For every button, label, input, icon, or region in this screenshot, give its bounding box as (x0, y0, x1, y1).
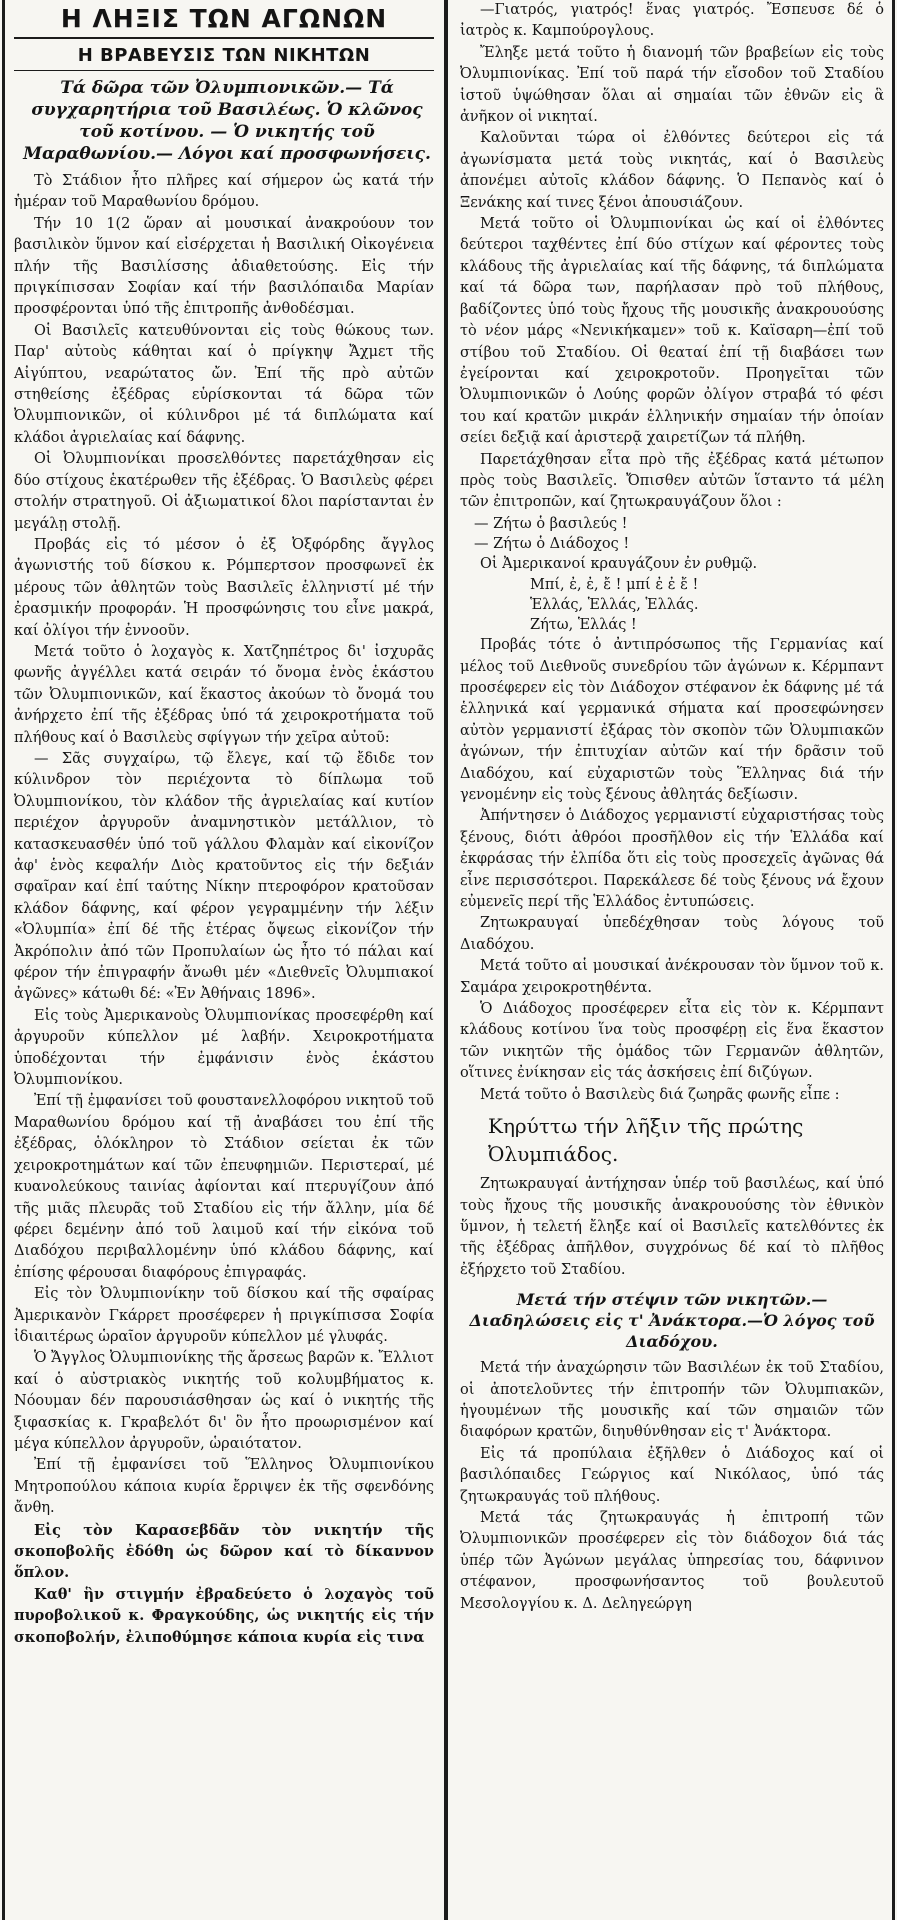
paragraph: —Γιατρός, γιατρός! ἕνας γιατρός. Ἔσπευσε δέ ὁ ἰατρὸς κ. Καμπούρογλους. (460, 2, 884, 40)
proclamation: Κηρύττω τήν λῆξιν τῆς πρώτης Ὀλυμπιάδος. (488, 1114, 804, 1167)
paragraph: Ὁ Διάδοχος προσέφερεν εἶτα εἰς τὸν κ. Κέρμπαντ κλάδους κοτίνου ἵνα τοὺς προσφέρῃ εἰς ἕνα ἕκαστον τῶν νικητῶν τῆς ὁμάδος τῶν Γερμανῶν ἀθλητῶν, οἵτινες ἐνίκησαν εἰς τάς ἀσκήσεις ἐπί διζύγων. (460, 1001, 884, 1082)
paragraph: Μετά τάς ζητωκραυγάς ἡ ἐπιτροπή τῶν Ὀλυμπιονικῶν προσέφερεν εἰς τὸν διάδοχον διά τάς ὑπέρ τῶν Ἀγώνων μεγάλας ὑπηρεσίας του, δάφνινον στέφανον, προσφωνήσαντος τοῦ βουλευτοῦ Μεσολογγίου κ. Δ. Δεληγεώργη (460, 1509, 884, 1612)
paragraph: Ἀπήντησεν ὁ Διάδοχος γερμανιστί εὐχαριστήσας τοὺς ξένους, διότι ἀθρόοι προσῆλθον εἰς τήν Ἑλλάδα καί ἐκφράσας τήν ἐλπίδα ὅτι εἰς τοὺς προσεχεῖς ἀγῶνας θά εἶνε περισσότεροι. Παρεκάλεσε δέ τοὺς ξένους νά ἔχουν εὐμενεῖς περί τῆς Ἑλλάδος ἐντυπώσεις. (460, 808, 884, 911)
paragraph: Προβάς τότε ὁ ἀντιπρόσωπος τῆς Γερμανίας καί μέλος τοῦ Διεθνοῦς συνεδρίου τῶν ἀγώνων κ. Κέρμπαντ προσέφερεν εἰς τὸν Διάδοχον στέφανον ἐκ δάφνης μέ τά ἑλληνικά καί γερμανικά σήματα καί προσεφώνησεν αὐτὸν γερμανιστί ἐξάρας τὸν σκοπὸν τῶν Ὀλυμπιακῶν ἀγώνων, τήν ἐπιτυχίαν αὐτῶν καί τήν δρᾶσιν τοῦ Διαδόχου, καί εὐχαριστῶν τοὺς Ἕλληνας διά τήν γενομένην εἰς τοὺς ξένους ἀθλητάς δεξίωσιν. (460, 637, 884, 803)
article-deck: Τά δῶρα τῶν Ὀλυμπιονικῶν.— Τά συγχαρητήρια τοῦ Βασιλέως. Ὁ κλῶνος τοῦ κοτίνου. — Ὁ νικητής τοῦ Μαραθωνίου.— Λόγοι καί προσφωνήσεις. (23, 78, 431, 164)
paragraph: Τήν 10 1(2 ὥραν αἱ μουσικαί ἀνακρούουν τον βασιλικὸν ὕμνον καί εἰσέρχεται ἡ Βασιλική Οἰκογένεια πλήν τῆς Βασιλίσσης ἀδιαθετούσης. Εἰς τήν πριγκίπισσαν Σοφίαν καί τήν βασιλόπαιδα Μαρίαν προσφέρονται ὑπό τῆς ἐπιτροπῆς ἀνθοδέσμαι. (14, 215, 434, 318)
cheer-line: — Ζήτω ὁ βασιλεύς ! (474, 515, 628, 532)
paragraph: Ζητωκραυγαί ἀντήχησαν ὑπέρ τοῦ βασιλέως, καί ὑπό τοὺς ἤχους τῆς μουσικῆς ἀνακρουούσης τὸν ἐθνικὸν ὕμνον, ἡ τελετή ἔληξε καί οἱ Βασιλεῖς κατελθόντες ἐκ τῆς ἐξέδρας ἀπῆλθον, συγχρόνως δέ καί τὸ πλῆθος ἐξήρχετο τοῦ Σταδίου. (460, 1176, 884, 1278)
paragraph: Καθ' ἣν στιγμήν ἐβραδεύετο ὁ λοχαγὸς τοῦ πυροβολικοῦ κ. Φραγκούδης, ὡς νικητής εἰς τήν σκοποβολήν, ἐλιποθύμησε κάποια κυρία εἰς τινα (14, 1585, 434, 1646)
paragraph: Εἰς τὸν Ὀλυμπιονίκην τοῦ δίσκου καί τῆς σφαίρας Ἀμερικανὸν Γκάρρετ προσέφερεν ἡ πριγκίπισσα Σοφία ἰδιαιτέρως ὡραῖον ἀργυροῦν κύπελλον μέ γλυφάς. (14, 1286, 434, 1345)
subheadline: Η ΒΡΑΒΕΥΣΙΣ ΤΩΝ ΝΙΚΗΤΩΝ (14, 45, 434, 71)
paragraph: Εἰς τοὺς Ἀμερικανοὺς Ὀλυμπιονίκας προσεφέρθη καί ἀργυροῦν κύπελλον μέ λαβήν. Χειροκροτήματα ὑποδέχονται τήν ἐμφάνισιν ἑνὸς ἑκάστου Ὀλυμπιονίκου. (14, 1007, 434, 1089)
chant-line: Ζήτω, Ἑλλάς ! (530, 617, 637, 634)
chant-line: Ἑλλάς, Ἑλλάς, Ἑλλάς. (530, 597, 699, 614)
paragraph: Οἱ Βασιλεῖς κατευθύνονται εἰς τοὺς θώκους των. Παρ' αὐτοὺς κάθηται καί ὁ πρίγκηψ Ἄχμετ τῆς Αἰγύπτου, νεαρώτατος ὤν. Ἐπί τῆς πρὸ αὐτῶν στηθείσης ἐξέδρας εὑρίσκονται τά δῶρα τῶν Ὀλυμπιονικῶν, οἱ κύλινδροι μέ τά διπλώματα καί κλάδοι ἀγριελαίας καί δάφνης. (14, 322, 434, 446)
paragraph: Μετά τοῦτο ὁ Βασιλεὺς διά ζωηρᾶς φωνῆς εἶπε : (480, 1086, 840, 1103)
paragraph: Ἐπί τῇ ἐμφανίσει τοῦ Ἕλληνος Ὀλυμπιονίκου Μητροπούλου κάποια κυρία ἔρριψεν ἐκ τῆς σφενδόνης ἄνθη. (14, 1457, 434, 1517)
paragraph: Εἰς τά προπύλαια ἐξῆλθεν ὁ Διάδοχος καί οἱ βασιλόπαιδες Γεώργιος καί Νικόλαος, ὑπό τάς ζητωκραυγάς τοῦ πλήθους. (460, 1445, 884, 1505)
paragraph: Καλοῦνται τώρα οἱ ἐλθόντες δεύτεροι εἰς τά ἀγωνίσματα μετά τοὺς νικητάς, καί ὁ Βασιλεὺς ἀπονέμει αὐτοῖς κλάδον δάφνης. Ὁ Πεπανὸς καί ὁ Ξενάκης καί τινες ξένοι ἀπουσιάζουν. (460, 130, 884, 211)
paragraph: Ὁ Ἄγγλος Ὀλυμπιονίκης τῆς ἄρσεως βαρῶν κ. Ἔλλιοτ καί ὁ αὐστριακὸς νικητής τοῦ κολυμβήματος κ. Νόουμαν δέν παρουσιάσθησαν ὡς καί ὁ νικητής τῆς ξιφασκίας κ. Γκραβελότ δι' ὃν ἦτο προωρισμένον καί μέγα κύπελλον ἀργυροῦν, ὡραιότατον. (14, 1350, 434, 1452)
left-column (8, 0, 440, 1920)
headline: Η ΛΗΞΙΣ ΤΩΝ ΑΓΩΝΩΝ (14, 4, 434, 39)
column-rule (892, 0, 895, 1920)
paragraph: Παρετάχθησαν εἶτα πρὸ τῆς ἐξέδρας κατά μέτωπον πρὸς τοὺς Βασιλεῖς. Ὄπισθεν αὐτῶν ἵσταντο τά μέλη τῶν ἐπιτροπῶν, καί ζητωκραυγάζουν ὅλοι : (460, 451, 884, 511)
paragraph: Οἱ Ὀλυμπιονίκαι προσελθόντες παρετάχθησαν εἰς δύο στίχους ἑκατέρωθεν τῆς ἐξέδρας. Ὁ Βασιλεὺς φέρει στολήν στρατηγοῦ. Οἱ ἀξιωματικοί δλοι παρίστανται ἐν μεγάλῃ στολῇ. (14, 451, 434, 532)
column-rule (444, 0, 448, 1920)
paragraph: Ζητωκραυγαί ὑπεδέχθησαν τοὺς λόγους τοῦ Διαδόχου. (460, 915, 884, 953)
paragraph: Μετά τήν ἀναχώρησιν τῶν Βασιλέων ἐκ τοῦ Σταδίου, οἱ ἀποτελοῦντες τήν ἐπιτροπήν τῶν Ὀλυμπιακῶν, ἡγουμένων τῆς μουσικῆς καί τῶν σημαιῶν τῶν διαφόρων κρατῶν, διηυθύνθησαν εἰς τ' Ἀνάκτορα. (460, 1360, 884, 1441)
chant-line: Μπί, ἐ, ἐ, ἔ ! μπί ἐ ἐ ἔ ! (530, 577, 699, 594)
paragraph: Ἐπί τῇ ἐμφανίσει τοῦ φουστανελλοφόρου νικητοῦ τοῦ Μαραθωνίου δρόμου καί τῇ ἀναβάσει του ἐπί τῆς ἐξέδρας, ὁλόκληρον τὸ Στάδιον σείεται ἐκ τῶν χειροκροτημάτων καί τῶν ἐπευφημιῶν. Περιστεραί, μέ κυανολεύκους ταινίας ἀφίονται καί πτερυγίζουν ἀπό τῆς μιᾶς πλευρᾶς τοῦ Σταδίου εἰς τήν ἄλλην, μία δέ φέρει δεμένην ἀπό τοῦ λαιμοῦ καί τήν εἰκόνα τοῦ Διαδόχου περιβαλλομένην ὑπό κλάδου δάφνης, καί ἐπίσης φέρουσαι διαφόρους ἐπιγραφάς. (14, 1093, 434, 1281)
paragraph: — Σᾶς συγχαίρω, τῷ ἔλεγε, καί τῷ ἔδιδε τον κύλινδρον τὸν περιέχοντα τὸ δίπλωμα τοῦ Ὀλυμπιονίκου, τὸν κλάδον τῆς ἀγριελαίας καί κυτίον περιέχον ἀργυροῦν ἀναμνηστικὸν μετάλλιον, τὸ κατασκευασθέν ὑπό τοῦ γάλλου Φλαμὰν καί εἰκονίζον ἀφ' ἑνὸς κεφαλήν Διὸς κρατοῦντος εἰς τήν δεξιάν σφαῖραν καί ἐπί ταύτης Νίκην πτεροφόρον κρατοῦσαν κλάδον δάφνης, καί φέρον γεγραμμένην τήν λέξιν «Ὀλυμπία» ἐπί δέ τῆς ἑτέρας ὄψεως εἰκονίζον τήν Ἀκρόπολιν ἀπό τῶν Προπυλαίων ὡς ἦτο τό πάλαι καί φέρον τήν ἐπιγραφήν ἄνωθι μέν «Διεθνεῖς Ὀλυμπιακοί ἀγῶνες» κάτωθι δέ: «Ἐν Ἀθήναις 1896». (14, 750, 434, 1003)
column-rule (2, 0, 5, 1920)
cheer-line: — Ζήτω ὁ Διάδοχος ! (474, 535, 630, 552)
paragraph: Προβάς εἰς τό μέσον ὁ ἐξ Ὀξφόρδης ἄγγλος ἀγωνιστής τοῦ δίσκου κ. Ρόμπερτσον προσφωνεῖ ἐκ μέρους τῶν ἀθλητῶν τοὺς Βασιλεῖς ἑλληνιστί μέ τήν ἐρασμικήν προφοράν. Ἡ προσφώνησις του εἶνε μακρά, καί ὀλίγοι τήν ἐννοοῦν. (14, 536, 434, 639)
paragraph: Εἰς τὸν Καρασεβδᾶν τὸν νικητήν τῆς σκοποβολῆς ἐδόθη ὡς δῶρον καί τὸ δίκαννον ὅπλον. (14, 1521, 434, 1582)
paragraph: Μετά τοῦτο αἱ μουσικαί ἀνέκρουσαν τὸν ὕμνον τοῦ κ. Σαμάρα χειροκροτηθέντα. (460, 958, 884, 996)
right-column (452, 0, 890, 1920)
paragraph: Μετά τοῦτο οἱ Ὀλυμπιονίκαι ὡς καί οἱ ἐλθόντες δεύτεροι ταχθέντες ἐπί δύο στίχων καί φέροντες τοὺς κλάδους τῆς ἀγριελαίας καί τῆς δάφνης, τά διπλώματα καί τά δῶρα των, παρήλασαν πρὸ τοῦ πλήθους, βαδίζοντες ὑπό τοὺς ἤχους τῆς μουσικῆς ἀνακρουούσης τὸ νέον μάρς «Νενικήκαμεν» τοῦ κ. Καϊσαρη—ἐπί τοῦ στίβου τοῦ Σταδίου. Οἱ θεαταί ἐπί τῇ διαβάσει των ἐγείρονται καί χειροκροτοῦν. Προηγεῖται τῶν Ὀλυμπιονικῶν ὁ Λούης φορῶν ὀλίγον στραβά τό φέσι του καί κρατῶν μικράν ἑλληνικήν σημαίαν τήν ὁποίαν σείει δεξιᾷ καί ἀριστερᾷ χαιρετίζων τά πλήθη. (460, 216, 884, 447)
paragraph: Ἔληξε μετά τοῦτο ἡ διανομή τῶν βραβείων εἰς τοὺς Ὀλυμπιονίκας. Ἐπί τοῦ παρά τήν εἴσοδον τοῦ Σταδίου ἱστοῦ ὑψώθησαν ὅλαι αἱ σημαίαι τῶν ἐθνῶν εἰς ἃ ἀνῆκον οἱ νικηταί. (460, 44, 884, 126)
paragraph: Οἱ Ἀμερικανοί κραυγάζουν ἐν ρυθμῷ. (480, 555, 758, 572)
section-deck: Μετά τήν στέψιν τῶν νικητῶν.—Διαδηλώσεις εἰς τ' Ἀνάκτορα.—Ὁ λόγος τοῦ Διαδόχου. (469, 1290, 875, 1352)
paragraph: Μετά τοῦτο ὁ λοχαγὸς κ. Χατζηπέτρος δι' ἰσχυρᾶς φωνῆς ἀγγέλλει κατά σειράν τό ὄνομα ἑνὸς ἑκάστου τῶν Ὀλυμπιονικῶν, καί ἕκαστος ἀκούων τὸ ὄνομά του ἀνήρχετο ἐπί τῆς ἐξέδρας ὑπό τά χειροκροτήματα τοῦ πλήθους καί ὁ Βασιλεὺς σφίγγων τήν χεῖρα αὐτοῦ: (14, 643, 434, 746)
paragraph: Τὸ Στάδιον ἦτο πλῆρες καί σήμερον ὡς κατά τήν ἡμέραν τοῦ Μαραθωνίου δρόμου. (14, 173, 434, 211)
